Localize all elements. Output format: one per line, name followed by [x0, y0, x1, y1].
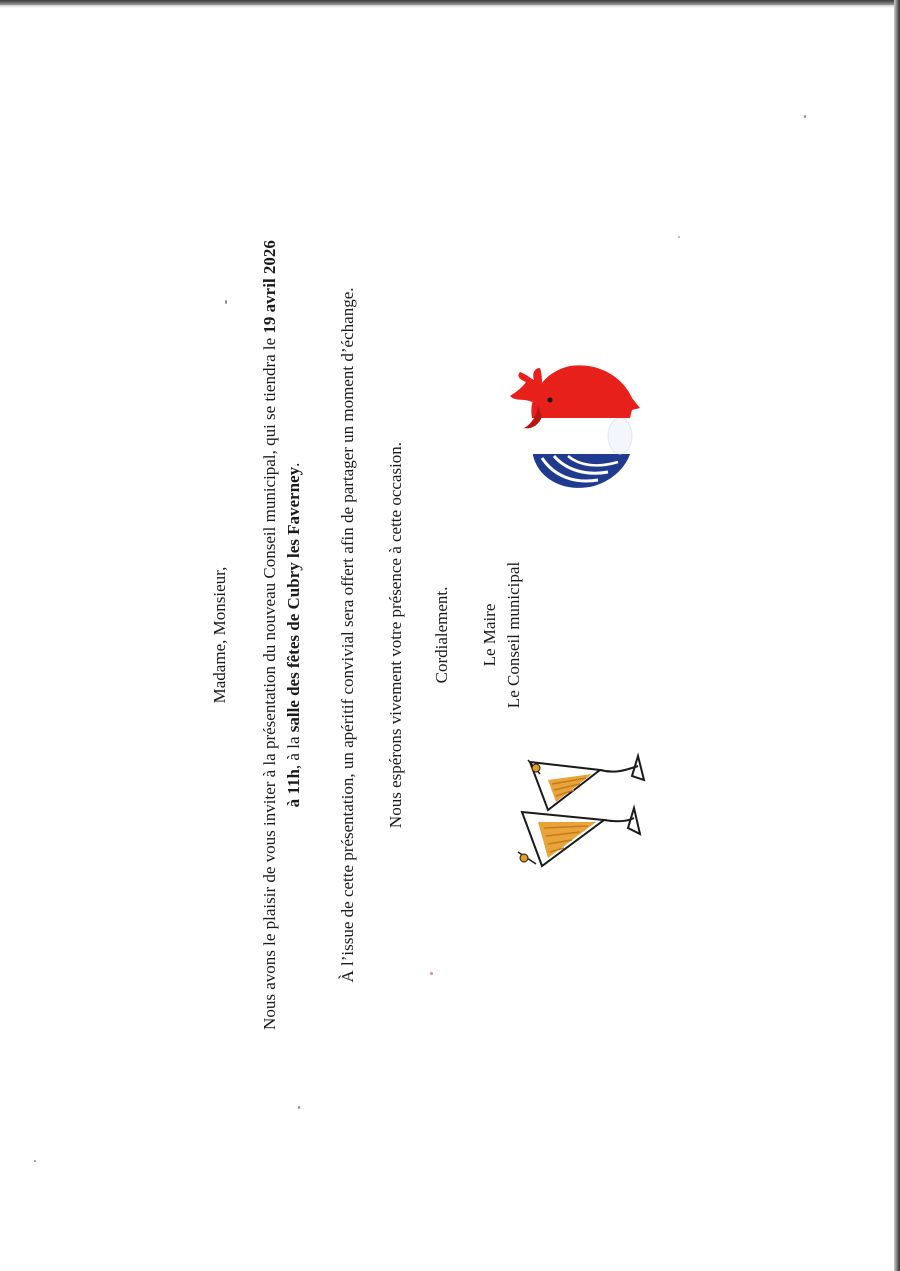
event-time: à 11h: [284, 769, 303, 808]
invitation-intro: Nous avons le plaisir de vous inviter à la présentation du nouveau Conseil municipal, qui se tiendra le: [260, 333, 279, 1030]
invitation-paragraph: [258, 135, 306, 1135]
salutation: Madame, Monsieur,: [210, 566, 229, 704]
invitation-end: .: [284, 462, 303, 467]
event-location: salle des fêtes de Cubry les Faverney: [284, 466, 303, 733]
scan-edge-right: [894, 0, 900, 1271]
signature-mayor: Le Maire: [480, 603, 499, 667]
scan-edge-shadow: [0, 5, 900, 8]
location-prefix: , à la: [284, 732, 303, 770]
aperitif-paragraph: À l’issue de cette présentation, un apéritif convivial sera offert afin de partager un moment d’échange.: [338, 287, 357, 983]
scan-speck: [804, 115, 806, 118]
invitation-line-1: [258, 135, 282, 1135]
cocktail-glasses-icon: [508, 748, 658, 878]
signature-council: Le Conseil municipal: [504, 561, 523, 709]
rooster-icon: [502, 358, 647, 498]
closing: Cordialement.: [432, 586, 451, 684]
hope-paragraph: Nous espérons vivement votre présence à cette occasion.: [386, 441, 405, 829]
invitation-letter: [170, 135, 730, 1135]
invitation-line-2: [282, 135, 306, 1135]
event-date: 19 avril 2026: [260, 240, 279, 334]
signature-block: [478, 135, 526, 1135]
scan-speck: [34, 1160, 36, 1162]
